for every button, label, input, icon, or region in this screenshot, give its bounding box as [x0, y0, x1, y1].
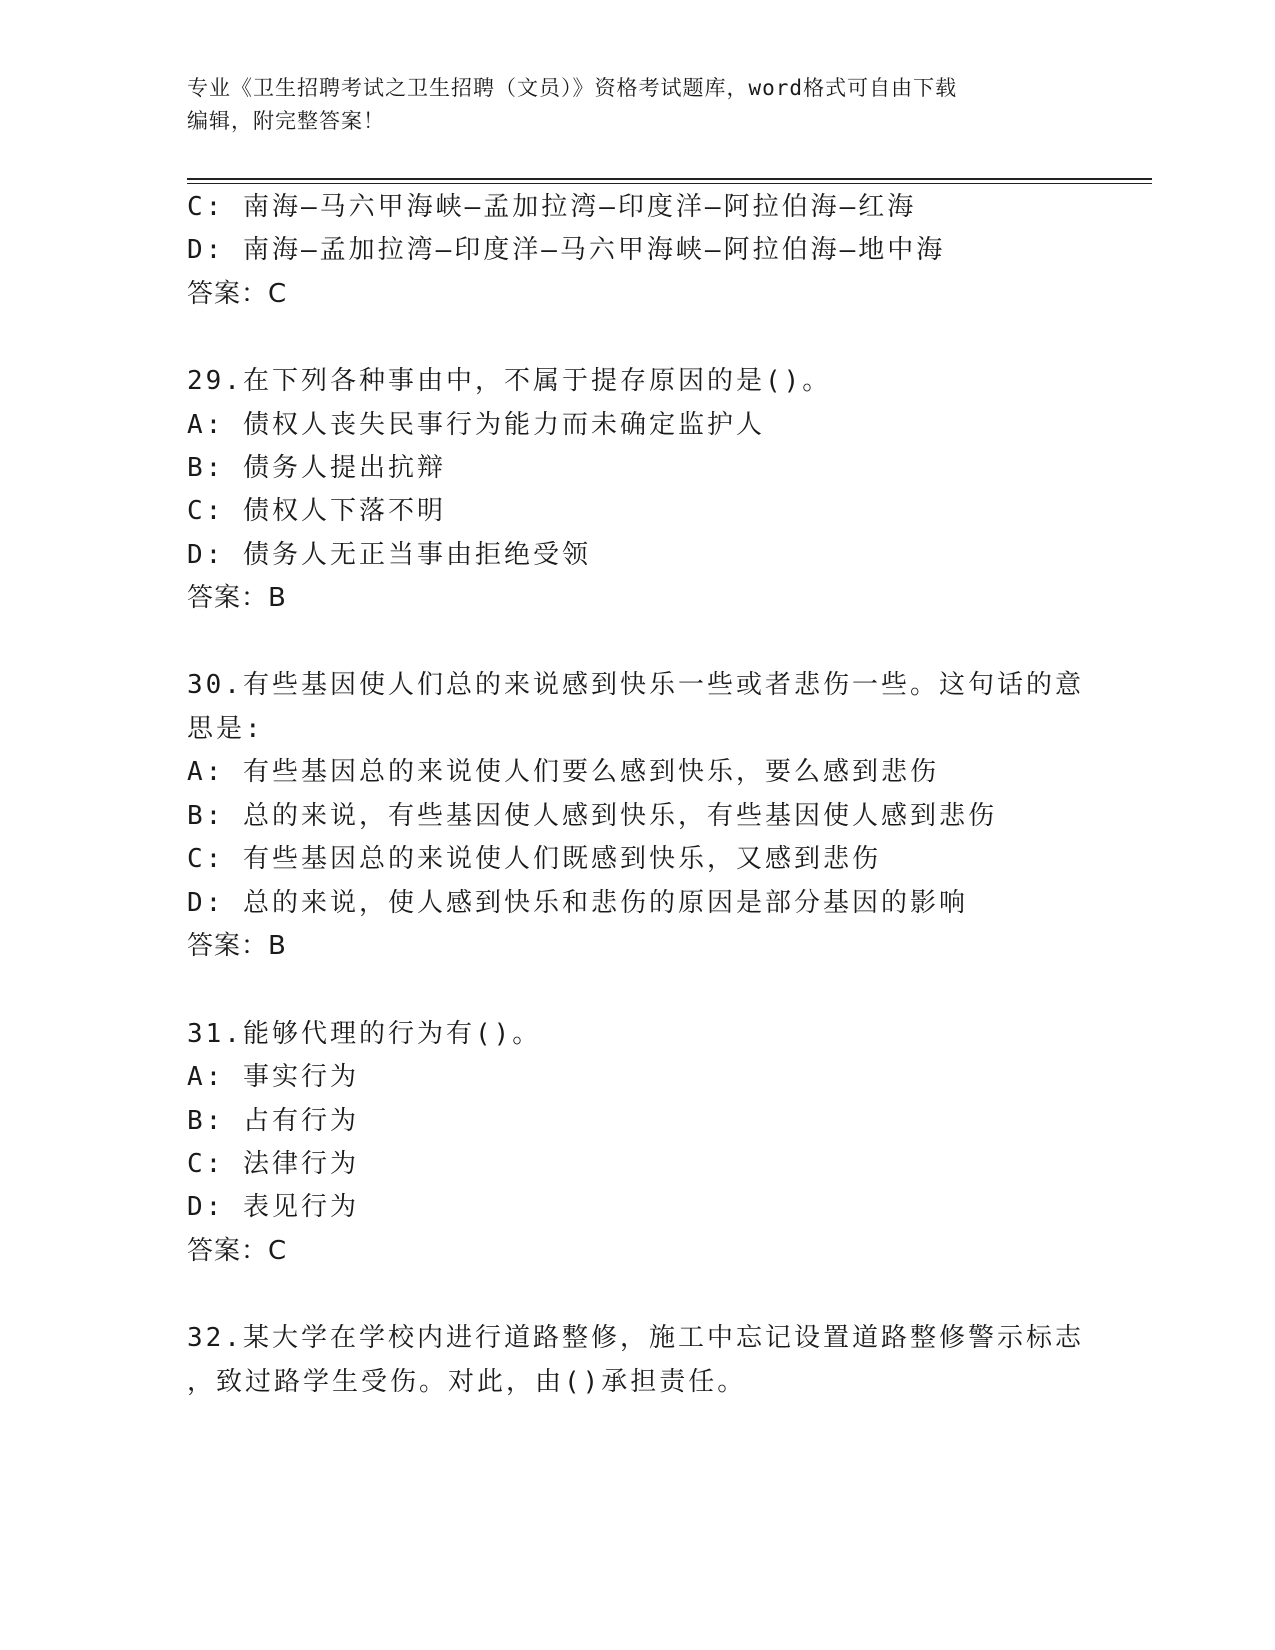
header-divider-thin: [187, 183, 1152, 184]
q31-stem: 31.能够代理的行为有()。: [187, 1019, 542, 1049]
q30-option-b: B: 总的来说，有些基因使人感到快乐，有些基因使人感到悲伤: [187, 801, 997, 831]
q29-option-a: A: 债权人丧失民事行为能力而未确定监护人: [187, 410, 765, 440]
q32-stem-line-2: ，致过路学生受伤。对此，由()承担责任。: [187, 1367, 747, 1397]
q30-stem-line-1: 30.有些基因使人们总的来说感到快乐一些或者悲伤一些。这句话的意: [187, 670, 1084, 700]
q31-option-a: A: 事实行为: [187, 1062, 359, 1092]
q30-option-d: D: 总的来说，使人感到快乐和悲伤的原因是部分基因的影响: [187, 888, 968, 918]
header-line-1: 专业《卫生招聘考试之卫生招聘（文员）》资格考试题库，word格式可自由下载: [187, 76, 958, 100]
q28-answer: 答案：C: [187, 279, 288, 309]
q31-answer: 答案：C: [187, 1236, 288, 1266]
header-line-2: 编辑，附完整答案！: [187, 109, 385, 133]
header-divider-thick: [187, 178, 1152, 180]
q29-answer: 答案：B: [187, 583, 287, 613]
q30-stem-line-2: 思是:: [187, 714, 264, 744]
q30-option-c: C: 有些基因总的来说使人们既感到快乐，又感到悲伤: [187, 844, 881, 874]
q28-option-d: D: 南海—孟加拉湾—印度洋—马六甲海峡—阿拉伯海—地中海: [187, 235, 946, 265]
q30-answer: 答案：B: [187, 931, 287, 961]
q29-option-c: C: 债权人下落不明: [187, 496, 446, 526]
q31-option-d: D: 表见行为: [187, 1192, 359, 1222]
q31-option-b: B: 占有行为: [187, 1106, 359, 1136]
q29-option-d: D: 债务人无正当事由拒绝受领: [187, 540, 591, 570]
q29-stem: 29.在下列各种事由中，不属于提存原因的是()。: [187, 366, 832, 396]
q32-stem-line-1: 32.某大学在学校内进行道路整修，施工中忘记设置道路整修警示标志: [187, 1323, 1084, 1353]
q28-option-c: C: 南海—马六甲海峡—孟加拉湾—印度洋—阿拉伯海—红海: [187, 192, 917, 222]
q30-option-a: A: 有些基因总的来说使人们要么感到快乐，要么感到悲伤: [187, 757, 939, 787]
q31-option-c: C: 法律行为: [187, 1149, 359, 1179]
q29-option-b: B: 债务人提出抗辩: [187, 453, 446, 483]
document-header: [187, 72, 1087, 138]
